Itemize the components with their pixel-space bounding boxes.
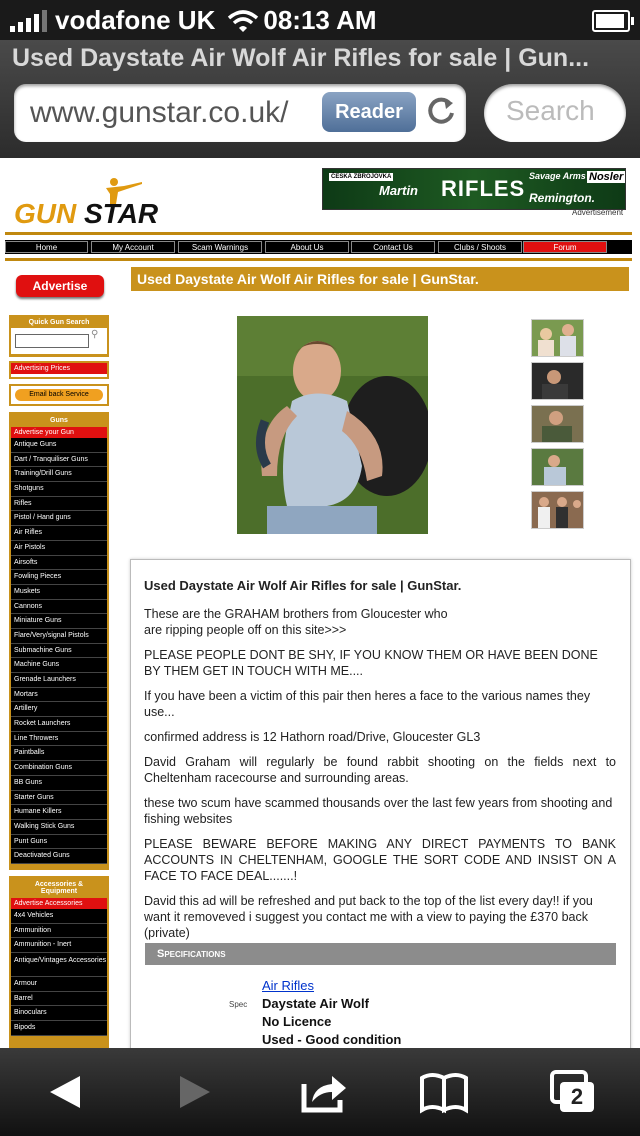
accessories-menu (9, 876, 109, 1048)
accessories-item[interactable]: Ammunition - Inert (11, 938, 107, 953)
nav-contact-us[interactable]: Contact Us (351, 241, 435, 253)
back-icon[interactable] (40, 1064, 96, 1120)
browser-toolbar (0, 1048, 640, 1136)
guns-item[interactable]: Paintballs (11, 746, 107, 761)
guns-item[interactable]: Deactivated Guns (11, 849, 107, 864)
nav-home[interactable]: Home (5, 241, 88, 253)
carrier-name: vodafone UK (55, 5, 216, 35)
accessories-item[interactable]: Armour (11, 977, 107, 992)
guns-item[interactable]: Miniature Guns (11, 614, 107, 629)
listing-title: Used Daystate Air Wolf Air Rifles for sale | GunStar. (144, 578, 462, 593)
search-field[interactable] (484, 84, 626, 142)
specifications-header: Specifications (145, 943, 616, 965)
battery-icon (592, 10, 630, 32)
description-paragraph: David Graham will regularly be found rabbit shooting on the fields next to Cheltenham racecourse and surrounding areas. (144, 755, 616, 785)
clock: 08:13 AM (263, 5, 377, 35)
reload-icon[interactable] (424, 94, 458, 132)
ad-label: Advertisement (572, 208, 624, 217)
banner-brand-remington: Remington. (529, 191, 595, 205)
guns-item[interactable]: Pistol / Hand guns (11, 511, 107, 526)
accessories-item[interactable]: 4x4 Vehicles (11, 909, 107, 924)
accessories-title: Accessories & Equipment (34, 881, 84, 895)
quick-search-title: Quick Gun Search (28, 319, 90, 326)
address-bar[interactable] (14, 84, 466, 142)
listing-heading: Used Daystate Air Wolf Air Rifles for sale | GunStar. (131, 267, 629, 291)
description-text (144, 578, 616, 950)
guns-item[interactable]: Submachine Guns (11, 644, 107, 659)
guns-item[interactable]: Walking Stick Guns (11, 820, 107, 835)
thumbnail[interactable] (531, 491, 584, 529)
advertise-button[interactable]: Advertise (16, 275, 104, 297)
guns-item[interactable]: Punt Guns (11, 835, 107, 850)
guns-item[interactable]: Machine Guns (11, 658, 107, 673)
nav-forum[interactable]: Forum (523, 241, 607, 253)
main-photo[interactable] (237, 316, 428, 534)
guns-item[interactable]: BB Guns (11, 776, 107, 791)
banner-brand-marlin: Martin (379, 183, 418, 198)
description-paragraph: If you have been a victim of this pair then heres a face to the various names they use... (144, 689, 591, 719)
gunstar-logo[interactable] (14, 176, 159, 229)
nav-clubs-shoots[interactable]: Clubs / Shoots (438, 241, 522, 253)
accessories-item[interactable]: Ammunition (11, 924, 107, 939)
nav-my-account[interactable]: My Account (91, 241, 175, 253)
guns-item[interactable]: Flare/Very/signal Pistols (11, 629, 107, 644)
email-back-box (9, 384, 109, 406)
main-nav (5, 240, 632, 254)
search-input[interactable] (504, 94, 618, 128)
thumbnail[interactable] (531, 405, 584, 443)
spec-licence: No Licence (262, 1014, 332, 1029)
page-title: Used Daystate Air Wolf Air Rifles for sale | Gun... (12, 44, 590, 72)
advertising-prices-link[interactable]: Advertising Prices (11, 363, 107, 374)
guns-item[interactable]: Air Pistols (11, 541, 107, 556)
email-back-button[interactable]: Email back Service (15, 389, 103, 401)
web-content (0, 158, 640, 1048)
bookmarks-icon[interactable] (416, 1064, 472, 1120)
nav-scam-warnings[interactable]: Scam Warnings (178, 241, 262, 253)
quick-search-input[interactable] (15, 334, 89, 348)
quick-search-box (9, 315, 109, 357)
listing-description (130, 559, 631, 1048)
advertise-accessories-link[interactable]: Advertise Accessories (11, 898, 107, 909)
guns-item[interactable]: Humane Killers (11, 805, 107, 820)
accessories-item[interactable]: Barrel (11, 992, 107, 1007)
guns-item[interactable]: Rocket Launchers (11, 717, 107, 732)
browser-bar (0, 40, 640, 158)
tabs-icon[interactable] (546, 1064, 602, 1120)
accessories-item[interactable]: Bipods (11, 1021, 107, 1036)
share-icon[interactable] (296, 1064, 352, 1120)
spec-model: Daystate Air Wolf (262, 996, 369, 1011)
guns-item[interactable]: Air Rifles (11, 526, 107, 541)
guns-item[interactable]: Muskets (11, 585, 107, 600)
tab-count: 2 (570, 1084, 584, 1109)
advertise-gun-link[interactable]: Advertise your Gun (11, 427, 107, 438)
guns-item[interactable]: Antique Guns (11, 438, 107, 453)
description-paragraph: confirmed address is 12 Hathorn road/Drive, Gloucester GL3 (144, 730, 481, 744)
guns-item[interactable]: Dart / Tranquiliser Guns (11, 453, 107, 468)
guns-item[interactable]: Artillery (11, 702, 107, 717)
banner-brand-nosler: Nosler (589, 171, 624, 183)
guns-item[interactable]: Training/Drill Guns (11, 467, 107, 482)
description-paragraph: these two scum have scammed thousands over the last few years from shooting and fishing websites (144, 796, 613, 826)
spec-label: Spec (229, 1000, 248, 1009)
forward-icon[interactable] (166, 1064, 222, 1120)
thumbnail[interactable] (531, 448, 584, 486)
description-paragraph: David this ad will be refreshed and put back to the top of the list every day!! if you want it removeved i suggest you contact me with a view to paying the £370 back (private) (144, 894, 593, 940)
logo-star: STAR (84, 198, 159, 229)
logo-gun: GUN (14, 198, 77, 229)
reader-button[interactable]: Reader (322, 92, 416, 132)
guns-item[interactable]: Fowling Pieces (11, 570, 107, 585)
guns-item[interactable]: Cannons (11, 600, 107, 615)
guns-item[interactable]: Grenade Launchers (11, 673, 107, 688)
banner-rifles: RIFLES (441, 176, 526, 201)
guns-item[interactable]: Starter Guns (11, 791, 107, 806)
spec-category-link[interactable]: Air Rifles (262, 978, 315, 993)
guns-item[interactable]: Mortars (11, 688, 107, 703)
magnifier-icon[interactable]: ⚲ (91, 329, 99, 340)
guns-item[interactable]: Shotguns (11, 482, 107, 497)
accessories-item[interactable]: Binoculars (11, 1006, 107, 1021)
description-paragraph: PLEASE BEWARE BEFORE MAKING ANY DIRECT PAYMENTS TO BANK ACCOUNTS IN CHELTENHAM, GOOGLE THE SORT CODE AND INSIST ON A FACE TO FACE DEAL.......! (144, 837, 616, 883)
url-text[interactable]: www.gunstar.co.uk/ (30, 96, 289, 129)
guns-title: Guns (50, 417, 68, 424)
spec-condition: Used - Good condition (262, 1032, 402, 1047)
guns-item[interactable]: Airsofts (11, 556, 107, 571)
status-bar (0, 0, 640, 40)
guns-item[interactable]: Rifles (11, 497, 107, 512)
banner-ad[interactable] (322, 168, 626, 210)
thumbnail[interactable] (531, 362, 584, 400)
divider (5, 232, 632, 235)
accessories-item[interactable]: Antique/Vintages Accessories (11, 953, 107, 977)
description-paragraph: These are the GRAHAM brothers from Gloucester who are ripping people off on this site>>> (144, 607, 448, 637)
guns-item[interactable]: Combination Guns (11, 761, 107, 776)
banner-brand-savage: Savage Arms (529, 171, 586, 181)
advertising-prices-box (9, 361, 109, 379)
banner-brand-cz: ČESKÁ ZBROJOVKA (331, 174, 392, 180)
guns-menu (9, 412, 109, 870)
nav-about-us[interactable]: About Us (265, 241, 349, 253)
description-paragraph: PLEASE PEOPLE DONT BE SHY, IF YOU KNOW THEM OR HAVE BEEN DONE BY THEM GET IN TOUCH WITH ME.... (144, 648, 598, 678)
divider (5, 258, 632, 261)
thumbnail[interactable] (531, 319, 584, 357)
guns-item[interactable]: Line Throwers (11, 732, 107, 747)
